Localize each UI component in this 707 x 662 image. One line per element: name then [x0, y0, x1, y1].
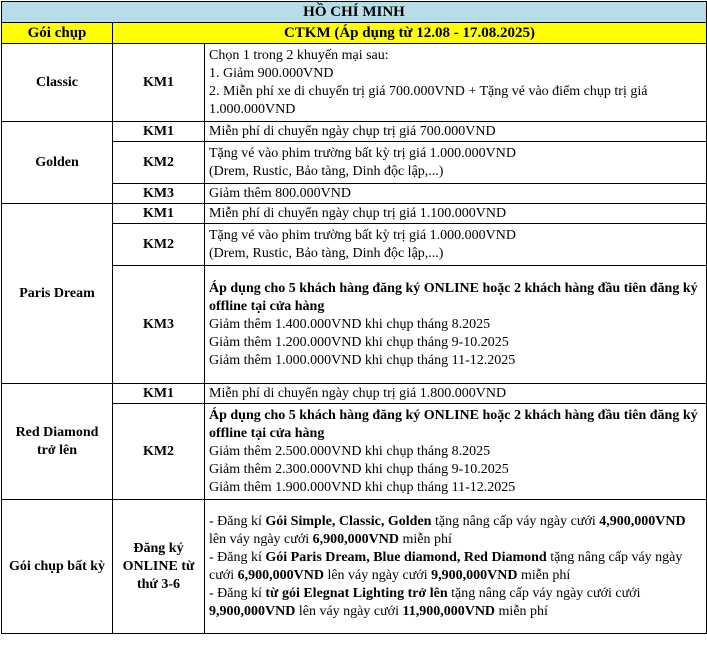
- km-label: KM2: [113, 404, 205, 500]
- header-row: [2, 23, 707, 44]
- promo-desc: [205, 224, 707, 266]
- desc-line: (Drem, Rustic, Bảo tàng, Dinh độc lập,...): [209, 245, 444, 261]
- table-row: [2, 44, 707, 122]
- table-row: [2, 384, 707, 404]
- table-row: [2, 122, 707, 142]
- table-title: HỒ CHÍ MINH: [2, 2, 707, 23]
- desc-line: (Drem, Rustic, Bảo tàng, Dinh độc lập,...): [209, 163, 444, 179]
- km-label: KM1: [113, 204, 205, 224]
- promo-table: [1, 1, 707, 634]
- desc-line: Giảm thêm 1.200.000VND khi chụp tháng 9-10.2025: [209, 334, 509, 350]
- km-label: KM1: [113, 122, 205, 142]
- promo-desc: [205, 500, 707, 634]
- upgrade-item: - Đăng kí Gói Simple, Classic, Golden tặng nâng cấp váy ngày cưới 4,900,000VND lên váy ngày cưới 6,900,000VND miễn phí: [209, 513, 686, 547]
- header-package: Gói chụp: [2, 23, 113, 44]
- promo-desc: Miễn phí di chuyển ngày chụp trị giá 1.100.000VND: [205, 204, 707, 224]
- package-classic: Classic: [2, 44, 113, 122]
- package-any: Gói chụp bất kỳ: [2, 500, 113, 634]
- desc-line: Giảm thêm 2.300.000VND khi chụp tháng 9-10.2025: [209, 461, 509, 477]
- upgrade-item: - Đăng kí từ gói Elegnat Lighting trở lên tặng nâng cấp váy ngày cưới cưới 9,900,000VND lên váy ngày cưới 11,900,000VND miễn phí: [209, 585, 641, 619]
- package-red-diamond: Red Diamond trở lên: [2, 384, 113, 500]
- desc-line: Giảm thêm 2.500.000VND khi chụp tháng 8.2025: [209, 443, 491, 459]
- desc-line: Giảm thêm 1.900.000VND khi chụp tháng 11-12.2025: [209, 479, 516, 495]
- km-label: KM2: [113, 224, 205, 266]
- desc-condition: Áp dụng cho 5 khách hàng đăng ký ONLINE hoặc 2 khách hàng đầu tiên đăng ký offline tại cửa hàng: [209, 407, 698, 441]
- km-label: KM2: [113, 142, 205, 184]
- desc-line: Tặng vé vào phim trường bất kỳ trị giá 1.000.000VND: [209, 145, 516, 161]
- desc-condition: Áp dụng cho 5 khách hàng đăng ký ONLINE hoặc 2 khách hàng đầu tiên đăng ký offline tại cửa hàng: [209, 280, 698, 314]
- desc-line: 1. Giảm 900.000VND: [209, 65, 334, 81]
- promo-desc: Miễn phí di chuyển ngày chụp trị giá 700.000VND: [205, 122, 707, 142]
- desc-line: Giảm thêm 1.000.000VND khi chụp tháng 11-12.2025: [209, 352, 516, 368]
- km-label: KM3: [113, 184, 205, 204]
- package-paris-dream: Paris Dream: [2, 204, 113, 384]
- promo-desc: [205, 266, 707, 384]
- km-label: KM1: [113, 384, 205, 404]
- km-label: Đăng ký ONLINE từ thứ 3-6: [113, 500, 205, 634]
- promo-desc: [205, 404, 707, 500]
- package-golden: Golden: [2, 122, 113, 204]
- desc-line: 2. Miễn phí xe di chuyển trị giá 700.000VND + Tặng vé vào điểm chụp trị giá 1.000.000VND: [209, 83, 648, 117]
- promo-desc: Miễn phí di chuyển ngày chụp trị giá 1.800.000VND: [205, 384, 707, 404]
- upgrade-item: - Đăng kí Gói Paris Dream, Blue diamond, Red Diamond tặng nâng cấp váy ngày cưới 6,900,000VND lên váy ngày cưới 9,900,000VND miễn phí: [209, 549, 683, 583]
- desc-line: Tặng vé vào phim trường bất kỳ trị giá 1.000.000VND: [209, 227, 516, 243]
- desc-line: Giảm thêm 1.400.000VND khi chụp tháng 8.2025: [209, 316, 491, 332]
- header-promotion: CTKM (Áp dụng từ 12.08 - 17.08.2025): [113, 23, 707, 44]
- promo-desc: [205, 44, 707, 122]
- table-row: [2, 204, 707, 224]
- table-row: [2, 500, 707, 634]
- km-label: KM1: [113, 44, 205, 122]
- km-label: KM3: [113, 266, 205, 384]
- promo-desc: Giảm thêm 800.000VND: [205, 184, 707, 204]
- desc-line: Chọn 1 trong 2 khuyến mại sau:: [209, 47, 389, 63]
- promo-desc: [205, 142, 707, 184]
